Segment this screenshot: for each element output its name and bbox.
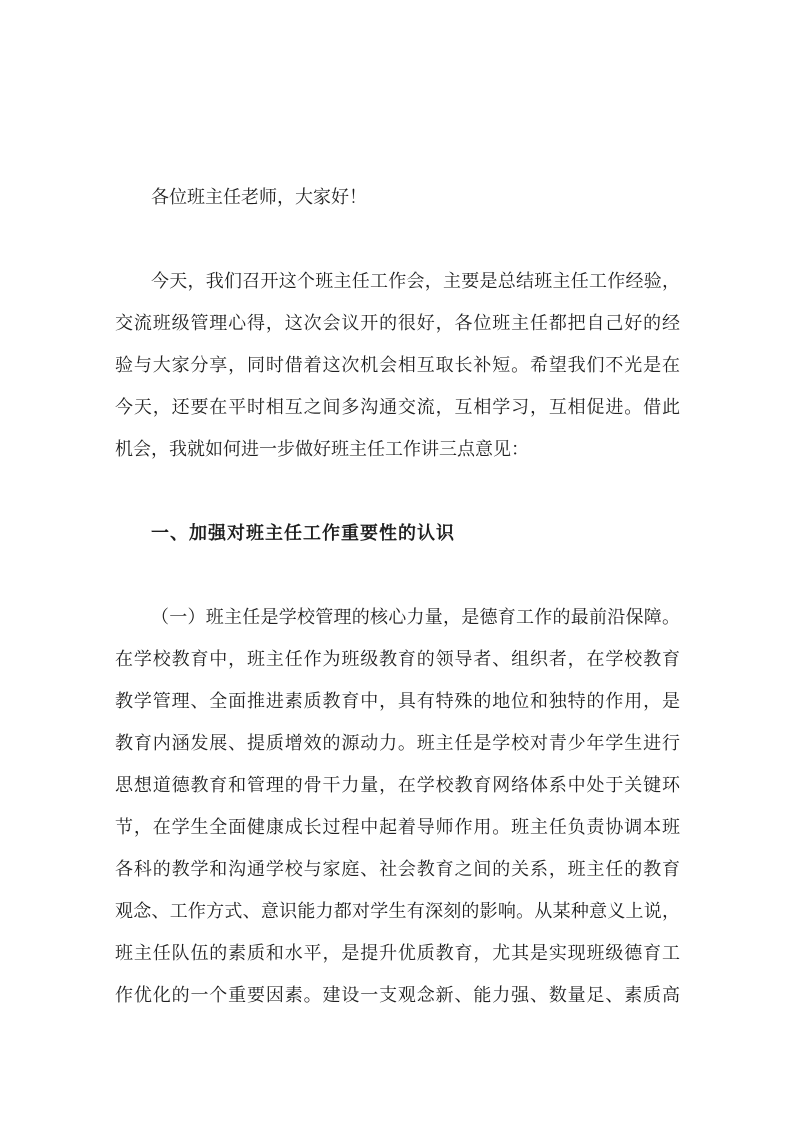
text-line: 节，在学生全面健康成长过程中起着导师作用。班主任负责协调本班 xyxy=(115,817,680,837)
text-line: 今天，还要在平时相互之间多沟通交流，互相学习，互相促进。借此 xyxy=(115,397,680,417)
text-line: （一）班主任是学校管理的核心力量，是德育工作的最前沿保障。 xyxy=(151,607,680,627)
text-line: 教育内涵发展、提质增效的源动力。班主任是学校对青少年学生进行 xyxy=(115,733,680,753)
text-line: 验与大家分享，同时借着这次机会相互取长补短。希望我们不光是在 xyxy=(115,355,680,375)
text-line: 各位班主任老师，大家好！ xyxy=(151,187,367,207)
heading-text: 一、加强对班主任工作重要性的认识 xyxy=(151,523,455,543)
greeting-paragraph xyxy=(115,176,680,218)
text-line: 思想道德教育和管理的骨干力量，在学校教育网络体系中处于关键环 xyxy=(115,775,680,795)
text-line: 各科的教学和沟通学校与家庭、社会教育之间的关系，班主任的教育 xyxy=(115,859,680,879)
text-line: 班主任队伍的素质和水平，是提升优质教育，尤其是实现班级德育工 xyxy=(115,943,680,963)
body-paragraph-1 xyxy=(115,596,680,1016)
intro-paragraph xyxy=(115,260,680,470)
text-line: 今天，我们召开这个班主任工作会，主要是总结班主任工作经验， xyxy=(151,271,680,291)
text-line: 交流班级管理心得，这次会议开的很好，各位班主任都把自己好的经 xyxy=(115,313,680,333)
text-line: 机会，我就如何进一步做好班主任工作讲三点意见： xyxy=(115,439,529,459)
text-line: 作优化的一个重要因素。建设一支观念新、能力强、数量足、素质高 xyxy=(115,985,680,1005)
section-heading-1 xyxy=(115,512,680,554)
text-line: 观念、工作方式、意识能力都对学生有深刻的影响。从某种意义上说， xyxy=(115,901,680,921)
text-line: 教学管理、全面推进素质教育中，具有特殊的地位和独特的作用，是 xyxy=(115,691,680,711)
text-line: 在学校教育中，班主任作为班级教育的领导者、组织者，在学校教育 xyxy=(115,649,680,669)
